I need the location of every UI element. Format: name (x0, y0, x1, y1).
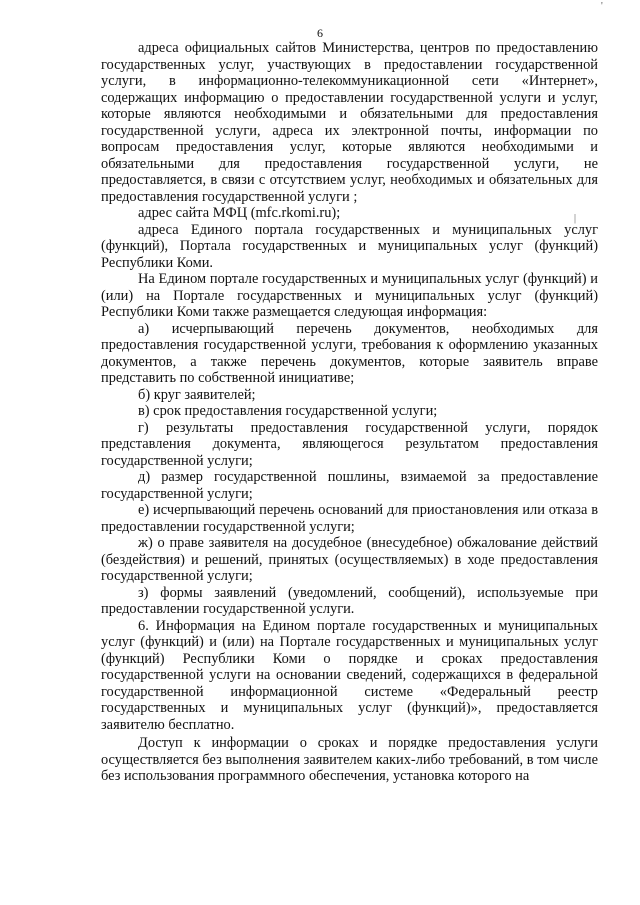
list-item-e: е) исчерпывающий перечень оснований для приостановления или отказа в предоставлении государственной услуги; (101, 502, 598, 535)
page-number: 6 (317, 26, 323, 40)
list-item-b: б) круг заявителей; (138, 386, 256, 403)
paragraph-official-sites: адреса официальных сайтов Министерства, центров по предоставлению государственных услуг, участвующих в предоставлении государственной услуги, в информационно-телекоммуникационной сети «Интернет», содержащих информацию о предоставлении государственной услуги и услуг, которые являются необходимыми и обязательными для предоставления государственной услуги, адреса их электронной почты, информации по вопросам предоставления услуг, которые являются необходимыми и обязательными для предоставления государственной услуги, не предоставляется, в связи с отсутствием услуг, необходимых и обязательных для предоставления государственной услуги ; (101, 40, 598, 205)
list-item-v: в) срок предоставления государственной услуги; (138, 403, 438, 419)
document-body (101, 40, 598, 785)
paragraph-section-6: 6. Информация на Едином портале государственных и муниципальных услуг (функций) и (или) на Портале государственных и муниципальных услуг (функций) Республики Коми о порядке и сроках предоставления государственной услуги на основании сведений, содержащихся в федеральной государственной информационной системе «Федеральный реестр государственных и муниципальных услуг (функций)», предоставляется заявителю бесплатно. (101, 617, 598, 733)
list-item-z: з) формы заявлений (уведомлений, сообщений), используемые при предоставлении государственной услуги. (101, 584, 598, 617)
list-item-a: а) исчерпывающий перечень документов, необходимых для предоставления государственной услуги, требования к оформлению указанных документов, а также перечень документов, которые заявитель вправе представить по собственной инициативе; (101, 320, 598, 386)
list-item-g: г) результаты предоставления государственной услуги, порядок представления документа, являющегося результатом предоставления государственной услуги; (101, 419, 598, 469)
list-item-zh: ж) о праве заявителя на досудебное (внесудебное) обжалование действий (бездействия) и решений, принятых (осуществляемых) в ходе предоставления государственной услуги; (101, 535, 598, 584)
list-item-d: д) размер государственной пошлины, взимаемой за предоставление государственной услуги; (101, 469, 598, 502)
scan-artifact-mark: | (574, 213, 577, 224)
scan-artifact-mark: ' (601, 1, 603, 12)
paragraph-access-info: Доступ к информации о сроках и порядке предоставления услуги осуществляется без выполнения заявителем каких-либо требований, в том числе без использования программного обеспечения, установка которого на (101, 735, 598, 784)
paragraph-portal-addresses: адреса Единого портала государственных и муниципальных услуг (функций), Портала государственных и муниципальных услуг (функций) Республики Коми. (101, 221, 598, 271)
paragraph-portal-info-intro: На Едином портале государственных и муниципальных услуг (функций) и (или) на Портале государственных и муниципальных услуг (функций) Республики Коми также размещается следующая информация: (101, 271, 598, 320)
paragraph-mfc-site: адрес сайта МФЦ (mfc.rkomi.ru); (138, 205, 341, 221)
